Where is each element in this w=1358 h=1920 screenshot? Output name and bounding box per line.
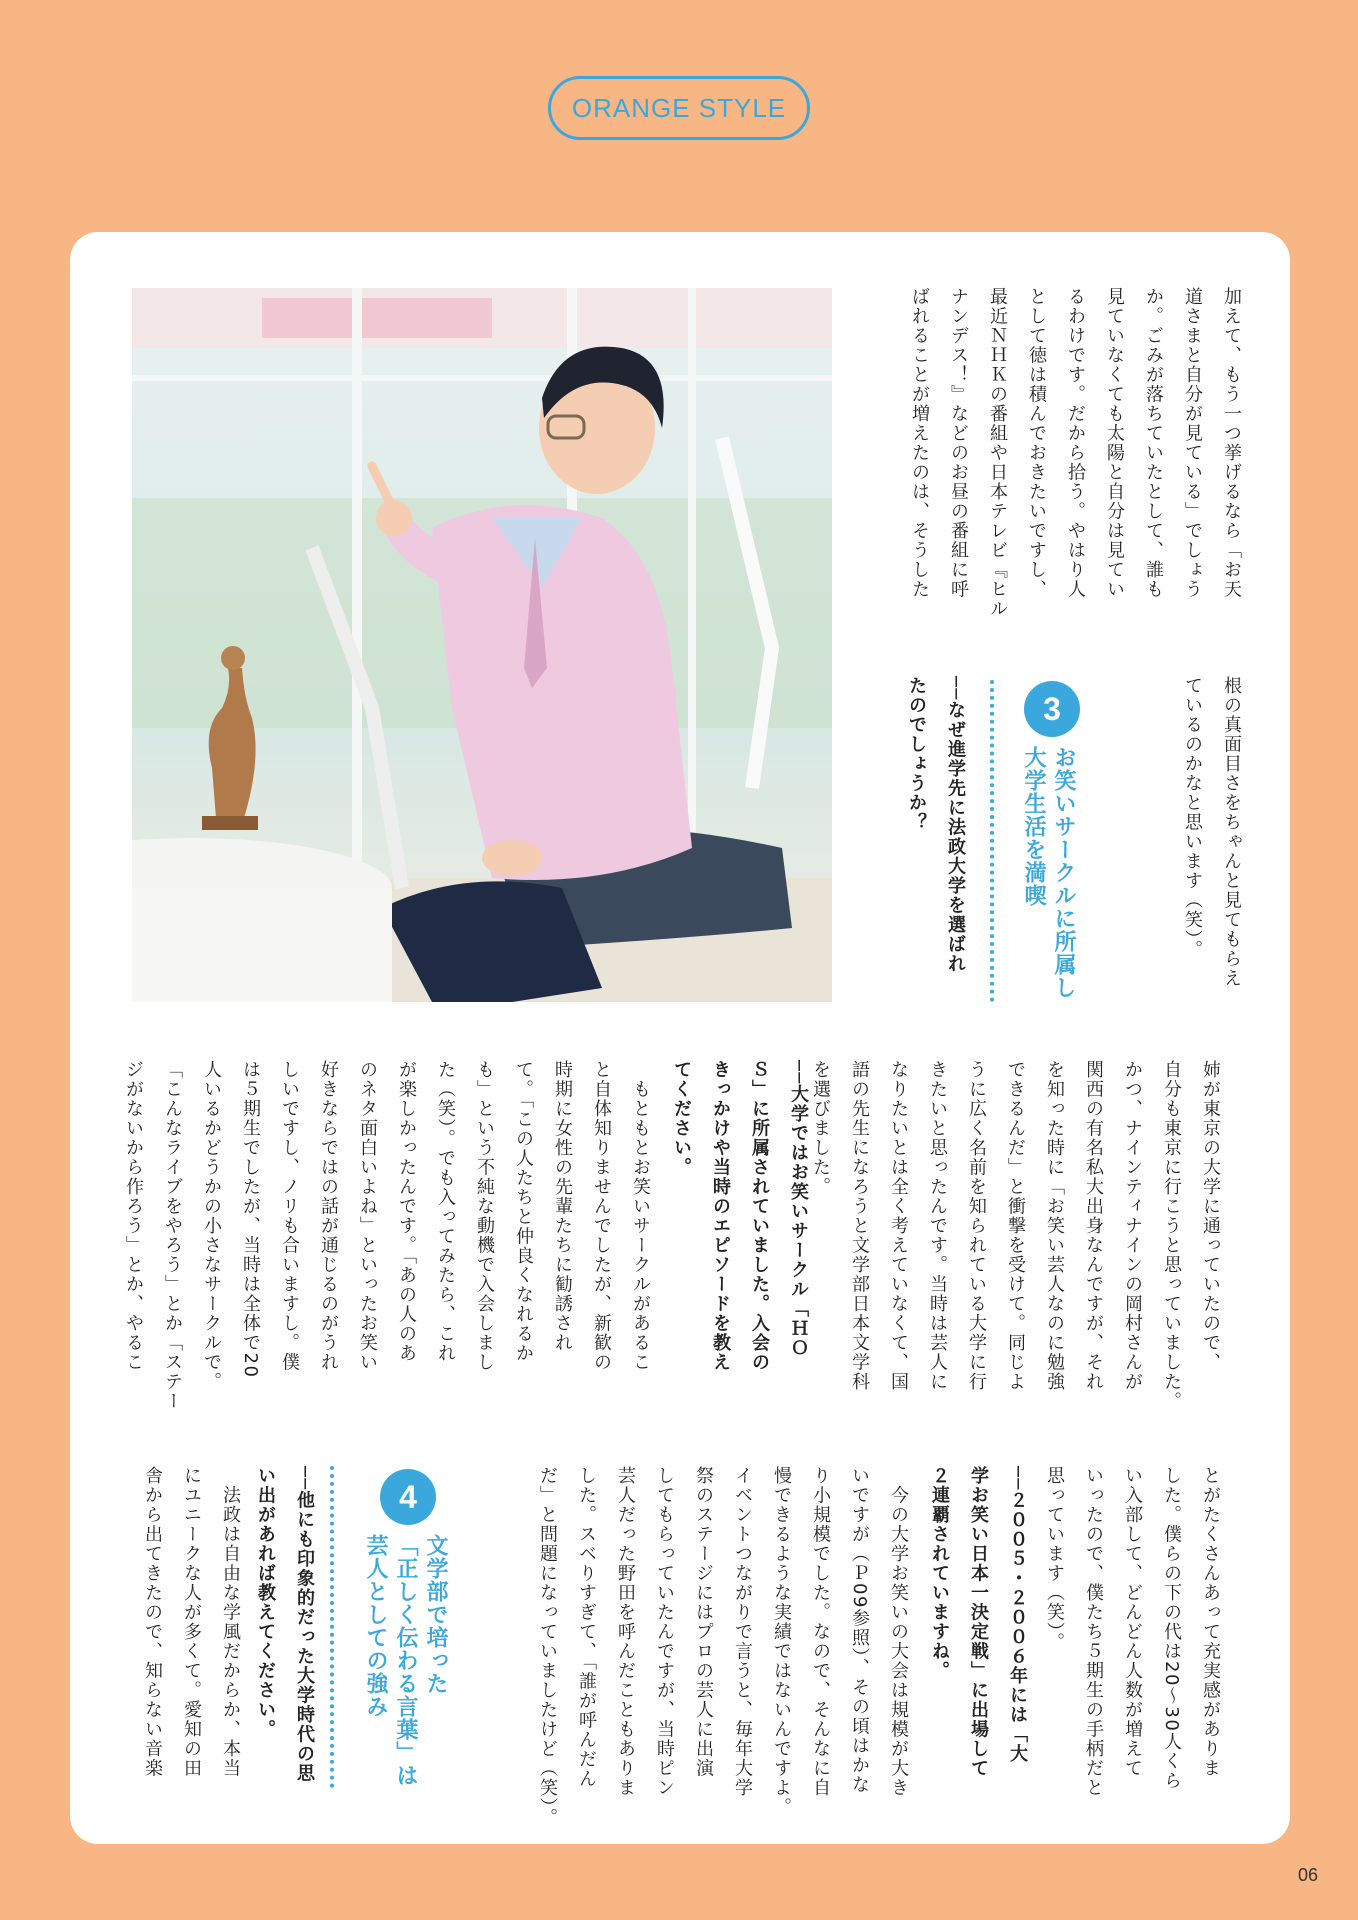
body-text-bot1: とがたくさんあって充実感がありま した。僕らの下の代は20〜30人くら い入部して、どんどん人数が増えて いったので、僕たち５期生の手柄だと 思っています（笑）。 [1044, 1466, 1221, 1798]
body-text-mid1: 姉が東京の大学に通っていたので、 自分も東京に行こうと思っていました。 かつ、ナインティナインの岡村さんが 関西の有名私大出身なんですが、それ を知った時に「お笑い芸人なのに勉強 できるんだ」と衝撃を受けて。同じよ うに広く名前を知られている大学に行 きたいと思ったんです。当時は芸人に なりたいとは全く考えていなくて、国 語の先生になろうと文学部日本文学科 を選びました。 [810, 1060, 1221, 1411]
divider-4 [330, 1466, 334, 1788]
series-badge: ORANGE STYLE [548, 76, 810, 140]
body-text-col2: 根の真面目さをちゃんと見てもらえ ているのかなと思います（笑）。 [1182, 676, 1242, 988]
section-number-3: 3 [1024, 681, 1080, 737]
interview-question-hos: ──大学ではお笑いサークル「ＨＯ Ｓ」に所属されていました。入会の きっかけや当時のエピソードを教え てください。 [671, 1060, 809, 1372]
body-text-bot2: 今の大学お笑いの大会は規模が大き いですが（Ｐ09参照）、その頃はかな り小規模でした。なので、そんなに自 慢できるような実績ではないんですよ。 イベントつながりで言うと、毎年大学 祭のステージにはプロの芸人に出演 してもらっていたんですが、当時ピン 芸人だった野田を呼んだこともありま した。スベりすぎて、「誰が呼んだん だ」と問題になっていましたけど（笑）。 [537, 1466, 909, 1828]
interview-question-contest: ──２００５・２００６年には「大 学お笑い日本一決定戦」に出場して ２連覇されていますね。 [929, 1466, 1028, 1778]
body-text-col1: 加えて、もう一つ挙げるなら「お天 道さまと自分が見ている」でしょう か。ごみが落ちていたとして、誰も 見ていなくても太陽と自分は見てい るわけです。だから拾う。やはり人 として徳は積んでおきたいですし、 最近ＮＨＫの番組や日本テレビ『ヒル ナンデス！』などのお昼の番組に呼 ばれることが増えたのは、そうした [909, 287, 1242, 619]
section-number-4: 4 [380, 1469, 436, 1525]
interview-photo [132, 288, 832, 1002]
interview-question-4: ──他にも印象的だった大学時代の思 い出があれば教えてください。 [255, 1466, 315, 1784]
body-text-bot3: 法政は自由な学風だからか、本当 にユニークな人が多くて。愛知の田 舎から出てきたので、知らない音楽 [142, 1466, 241, 1778]
divider-3 [990, 680, 994, 1002]
body-text-mid2: もともとお笑いサークルがあるこ と自体知りませんでしたが、新歓の 時期に女性の先輩たちに勧誘され て。「この人たちと仲良くなれるか も」という不純な動機で入会しまし た（笑）。でも入ってみたら、これ が楽しかったんです。「あの人のあ のネタ面白いよね」といったお笑い 好きならではの話が通じるのがうれ しいですし、ノリも合いますし。僕 は５期生でしたが、当時は全体で20 人いるかどうかの小さなサークルで。 「こんなライブをやろう」とか「ステー ジがないから作ろう」とか、やるこ [123, 1060, 651, 1411]
page-number: 06 [1297, 1865, 1318, 1885]
section-heading-3: お笑いサークルに所属し 大学生活を満喫 [1021, 746, 1076, 999]
section-heading-4: 文学部で培った 「正しく伝わる言葉」は 芸人としての強み [363, 1534, 448, 1787]
interview-question-3: ──なぜ進学先に法政大学を選ばれ たのでしょうか？ [906, 676, 966, 974]
